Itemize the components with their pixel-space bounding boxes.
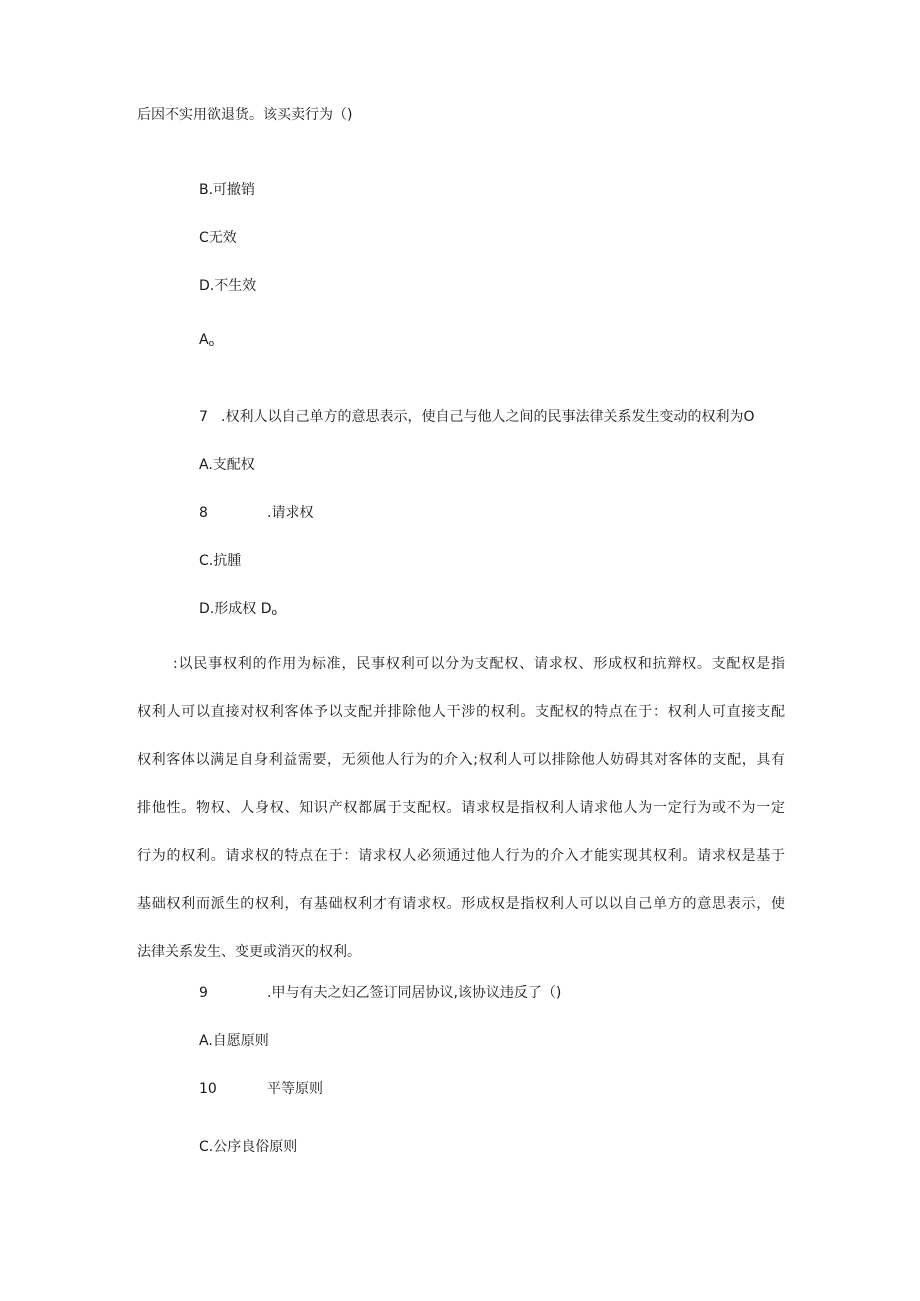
question-9-option-b xyxy=(199,1079,323,1099)
option-text: C无效 xyxy=(199,230,237,246)
option-text: .请求权 xyxy=(267,505,314,521)
explanation-paragraph xyxy=(137,640,785,976)
option-text: B.可撤销 xyxy=(199,182,256,198)
question-number: 7 xyxy=(199,409,208,425)
option-number: 10 xyxy=(199,1081,217,1097)
question-9-stem xyxy=(199,983,561,1003)
question-6-option-b xyxy=(199,180,255,200)
question-6-option-d xyxy=(199,276,256,296)
question-stem-text: .甲与有夫之妇乙签订同居协议,该协议违反了（) xyxy=(267,985,562,1001)
question-7-option-a xyxy=(199,455,255,475)
question-7-option-c xyxy=(199,551,241,571)
question-6-option-c xyxy=(199,228,237,248)
option-text: D.形成权 xyxy=(199,601,257,617)
question-9-option-a xyxy=(199,1031,269,1051)
question-6-stem-text: 后因不实用欲退货。该买卖行为（) xyxy=(137,107,353,123)
option-text: D.不生效 xyxy=(199,278,257,294)
explanation-line: 基础权利而派生的权利，有基础权利才有请求权。形成权是指权利人可以以自己单方的意思表示，使 xyxy=(137,896,785,912)
explanation-line: 权利人可以直接对权利客体予以支配并排除他人干涉的权利。支配权的特点在于：权利人可直接支配 xyxy=(137,704,785,720)
explanation-line: 行为的权利。请求权的特点在于：请求权人必须通过他人行为的介入才能实现其权利。请求权是基于 xyxy=(137,848,785,864)
option-number: 8 xyxy=(199,505,208,521)
question-number: 9 xyxy=(199,985,208,1001)
answer-letter: D xyxy=(260,601,272,617)
answer-subscript: o xyxy=(271,608,277,618)
question-6-answer xyxy=(199,330,214,354)
question-6-stem xyxy=(137,105,352,125)
option-text: C.公序良俗原则 xyxy=(199,1139,298,1155)
answer-letter: A xyxy=(199,332,209,348)
option-text: 平等原则 xyxy=(267,1081,323,1097)
option-text: A.支配权 xyxy=(199,457,255,473)
option-text: C.抗腫 xyxy=(199,553,242,569)
explanation-line: 排他性。物权、人身权、知识产权都属于支配权。请求权是指权利人请求他人为一定行为或不为一定 xyxy=(137,800,785,816)
question-7-option-d xyxy=(199,599,277,623)
answer-subscript: o xyxy=(208,339,215,349)
question-7-stem xyxy=(199,407,754,427)
explanation-line: 法律关系发生、变更或消灭的权利。 xyxy=(137,944,361,960)
explanation-line: 权利客体以满足自身利益需要，无须他人行为的介入;权利人可以排除他人妨碍其对客体的支配，具有 xyxy=(137,752,785,768)
question-9-option-c xyxy=(199,1137,297,1157)
explanation-line: :以民事权利的作用为标准，民事权利可以分为支配权、请求权、形成权和抗辩权。支配权是指 xyxy=(173,656,785,672)
option-text: A.自愿原则 xyxy=(199,1033,269,1049)
question-7-option-b xyxy=(199,503,313,523)
question-stem-text: .权利人以自己单方的意思表示，使自己与他人之间的民事法律关系发生变动的权利为O xyxy=(221,409,755,425)
